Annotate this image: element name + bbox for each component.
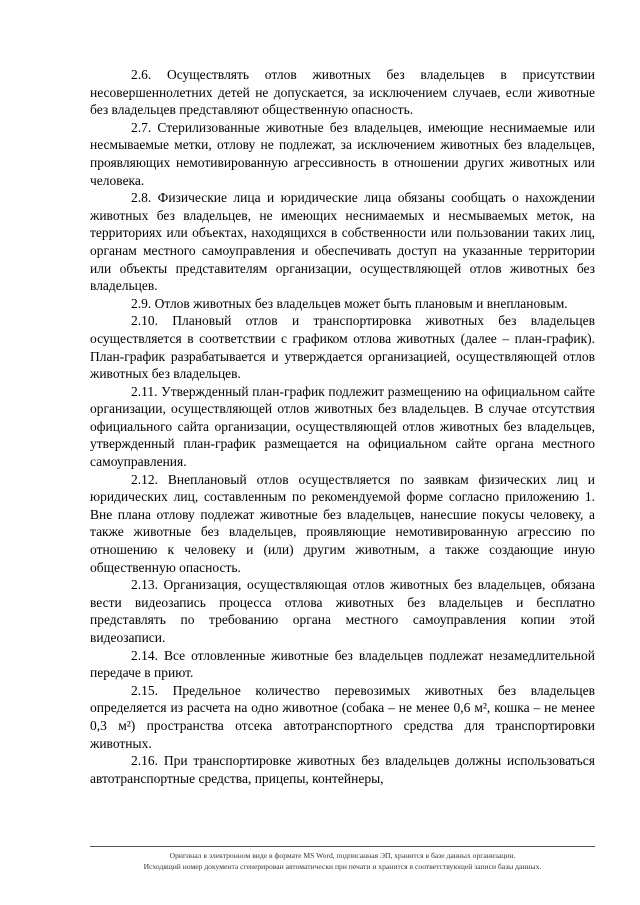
- paragraph-2-11: 2.11. Утвержденный план-график подлежит размещению на официальном сайте организации, осуществляющей отлов животных без владельцев. В случае отсутствия официального сайта организации, осуществляющей отлов животных без владельцев, утвержденный план-график размещается на официальном сайте органа местного самоуправления.: [90, 383, 595, 470]
- paragraph-2-13: 2.13. Организация, осуществляющая отлов животных без владельцев, обязана вести видеозапись процесса отлова животных без владельцев и бесплатно представлять по требованию органа местного самоуправления копии этой видеозаписи.: [90, 577, 595, 645]
- paragraph-2-14: 2.14. Все отловленные животные без владельцев подлежат незамедлительной передаче в приют.: [90, 647, 595, 681]
- paragraph-2-15: 2.15. Предельное количество перевозимых животных без владельцев определяется из расчета на одно животное (собака – не менее 0,6 м², кошка – не менее 0,3 м²) пространства отсека автотранспортного средства для транспортировки животных.: [90, 682, 595, 751]
- paragraph-2-10: 2.10. Плановый отлов и транспортировка животных без владельцев осуществляется в соответствии с графиком отлова животных (далее – план-график). План-график разрабатывается и утверждается организацией, осуществляющей отлов животных без владельцев.: [90, 313, 595, 382]
- paragraph-2-8: 2.8. Физические лица и юридические лица обязаны сообщать о нахождении животных без владельцев, не имеющих неснимаемых и несмываемых меток, на территориях или объектах, находящихся в собственности или пользовании таких лиц, органам местного самоуправления и обеспечивать доступ на указанные территории или объекты представителям организации, осуществляющей отлов животных без владельцев.: [90, 190, 595, 294]
- paragraph-2-12: 2.12. Внеплановый отлов осуществляется по заявкам физических лиц и юридических лиц, составленным по рекомендуемой форме согласно приложению 1. Вне плана отлову подлежат животные без владельцев, нанесшие покусы человеку, а также животные без владельцев, проявляющие немотивированную агрессию по отношению к человеку и (или) другим животным, а также создающие иную общественную опасность.: [90, 471, 595, 575]
- footer-line-original: Оригинал в электронном виде в формате MS Word, подписанная ЭП, хранится в базе данных организации.: [169, 851, 516, 860]
- paragraph-2-7: 2.7. Стерилизованные животные без владельцев, имеющие неснимаемые или несмываемые метки, отлову не подлежат, за исключением животных без владельцев, проявляющих немотивированную агрессивность в отношении других животных или человека.: [90, 119, 595, 188]
- footer-line-number: Исходящий номер документа сгенерирован автоматически при печати и хранится в соответствующей записи базы данных.: [143, 862, 542, 871]
- paragraph-2-9: 2.9. Отлов животных без владельцев может быть плановым и внеплановым.: [131, 295, 568, 311]
- page-footer: [90, 850, 595, 872]
- document-body: [90, 66, 595, 787]
- footer-divider: [90, 846, 595, 847]
- paragraph-2-16: 2.16. При транспортировке животных без владельцев должны использоваться автотранспортные средства, прицепы, контейнеры,: [90, 753, 595, 786]
- paragraph-2-6: 2.6. Осуществлять отлов животных без владельцев в присутствии несовершеннолетних детей не допускается, за исключением случаев, если животные без владельцев представляют общественную опасность.: [90, 67, 595, 118]
